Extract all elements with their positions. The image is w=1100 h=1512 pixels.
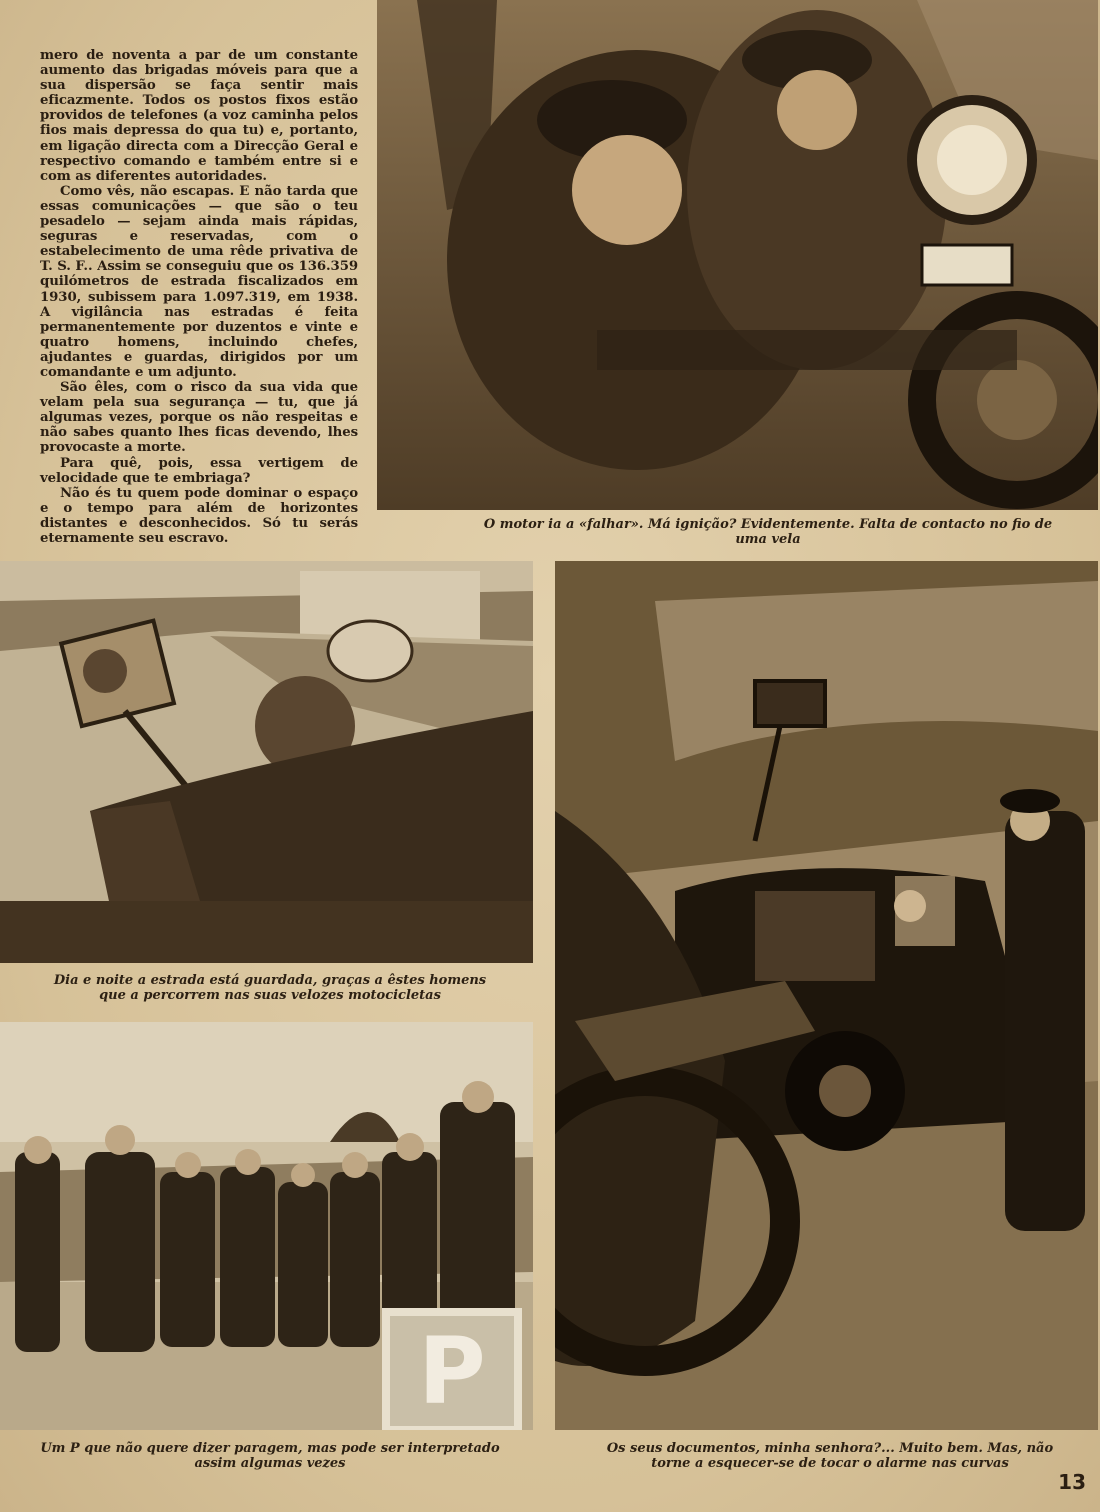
parking-sign-letter: P bbox=[418, 1317, 486, 1425]
article-paragraph: São êles, com o risco da sua vida que velam pela sua segurança — tu, que já algumas vezes, porque os não respeitas e não sabes quanto lhes ficas devendo, lhes provocaste a morte. bbox=[40, 380, 358, 456]
article-text-column bbox=[40, 48, 358, 546]
caption-officers-group: Um P que não quere dizer paragem, mas pode ser interpretado assim algumas vezes bbox=[40, 1441, 500, 1471]
photo-documents-check-image bbox=[555, 561, 1098, 1430]
photo-mirror-patrol bbox=[0, 561, 533, 963]
photo-documents-check bbox=[555, 561, 1098, 1430]
caption-documents-check: Os seus documentos, minha senhora?... Muito bem. Mas, não torne a esquecer-se de tocar o alarme nas curvas bbox=[606, 1441, 1054, 1471]
photo-motorcycle-repair-image bbox=[377, 0, 1098, 510]
photo-mirror-patrol-image bbox=[0, 561, 533, 963]
parking-sign bbox=[386, 1312, 518, 1430]
caption-mirror-patrol: Dia e noite a estrada está guardada, graças a êstes homens que a percorrem nas suas velozes motocicletas bbox=[53, 973, 487, 1003]
page-number: 13 bbox=[1058, 1470, 1086, 1494]
article-paragraph: mero de noventa a par de um constante aumento das brigadas móveis para que a sua dispersão se faça sentir mais eficazmente. Todos os postos fixos estão providos de telefones (a voz caminha pelos fios mais depressa do qua tu) e, portanto, em ligação directa com a Direcção Geral e respectivo comando e também entre si e com as diferentes autoridades. bbox=[40, 48, 358, 184]
article-paragraph: Para quê, pois, essa vertigem de velocidade que te embriaga? bbox=[40, 455, 358, 486]
photo-officers-group bbox=[0, 1022, 533, 1430]
photo-motorcycle-repair bbox=[377, 0, 1098, 510]
caption-motorcycle-repair: O motor ia a «falhar». Má ignição? Evidentemente. Falta de contacto no fio de uma vela bbox=[483, 517, 1053, 547]
article-paragraph: Não és tu quem pode dominar o espaço e o tempo para além de horizontes distantes e desconhecidos. Só tu serás eternamente seu escravo. bbox=[40, 485, 358, 546]
article-paragraph: Como vês, não escapas. E não tarda que essas comunicações — que são o teu pesadelo — sejam ainda mais rápidas, seguras e reservadas, com o estabelecimento de uma rêde privativa de T. S. F.. Assim se conseguiu que os 136.359 quilómetros de estrada fiscalizados em 1930, subissem para 1.097.319, em 1938. A vigilância nas estradas é feita permanentemente por duzentos e vinte e quatro homens, incluindo chefes, ajudantes e guardas, dirigidos por um comandante e um adjunto. bbox=[40, 183, 358, 380]
